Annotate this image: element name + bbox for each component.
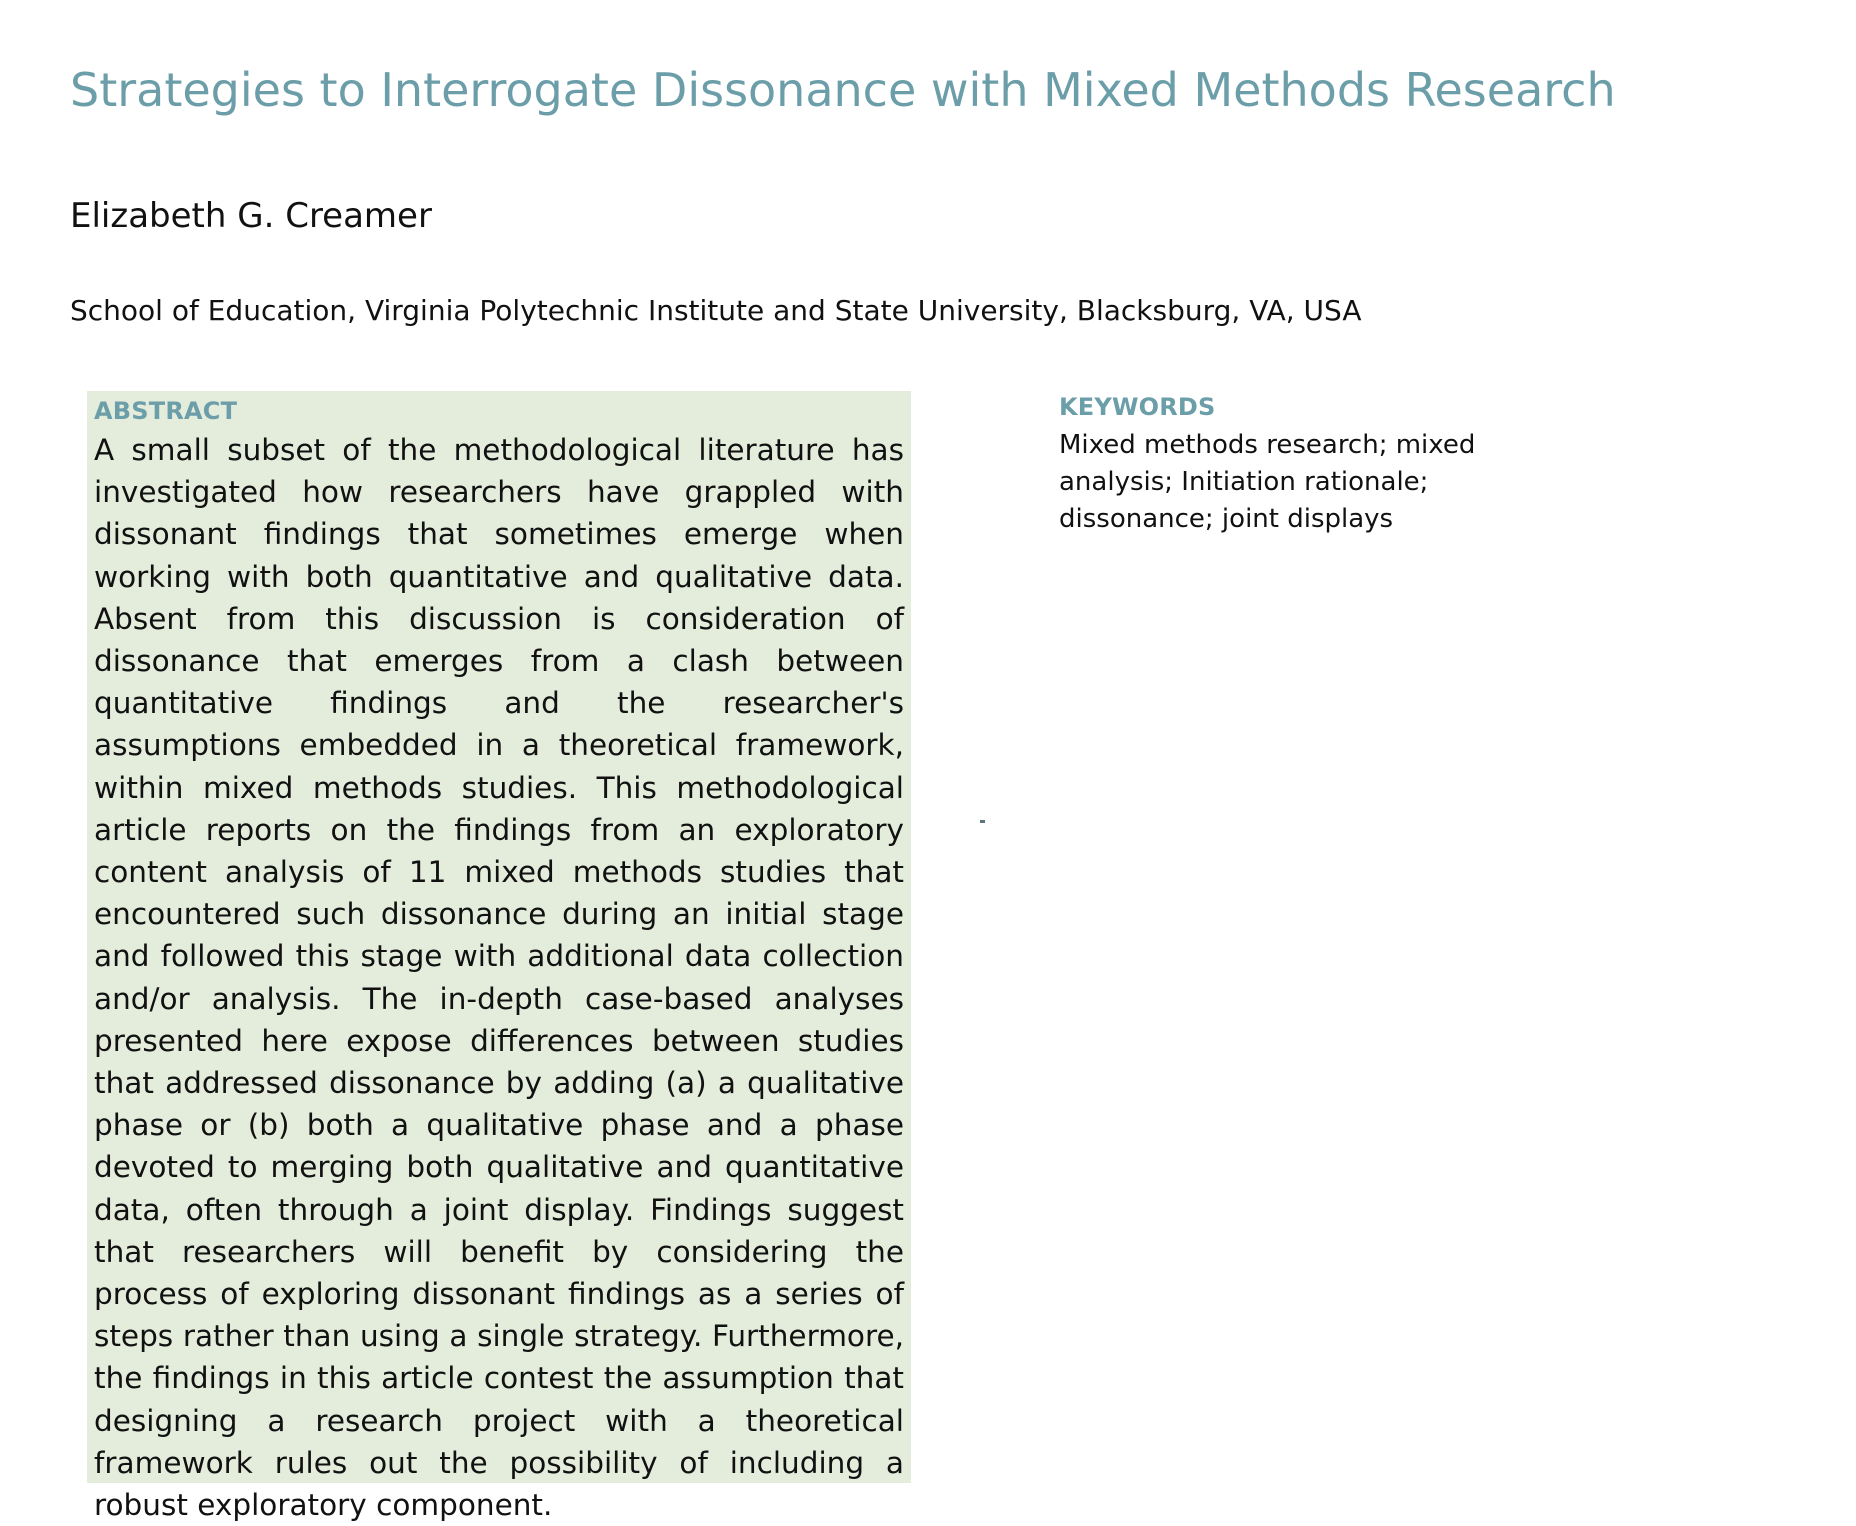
keywords-heading: KEYWORDS [1059,393,1216,421]
abstract-heading: ABSTRACT [94,397,238,425]
abstract-text: A small subset of the methodological literature has investigated how researchers have grappled with dissonant findings that sometimes emerge when working with both quantitative and qualitative data. Absent from this discussion is consideration of dissonance that emerges from a clash between quantitative findings and the researcher's assumptions embedded in a theoretical framework, within mixed methods studies. This methodological article reports on the findings from an exploratory content analysis of 11 mixed methods studies that encountered such dissonance during an initial stage and followed this stage with additional data collection and/or analysis. The in-depth case-based analyses presented here expose differences between studies that addressed dissonance by adding (a) a qualitative phase or (b) both a qualitative phase and a phase devoted to merging both qualitative and quantitative data, often through a joint display. Findings suggest that researchers will benefit by considering the process of exploring dissonant findings as a series of steps rather than using a single strategy. Furthermore, the findings in this article contest the assumption that designing a research project with a theoretical framework rules out the possibility of including a robust exploratory component. [94,433,904,1523]
article-title: Strategies to Interrogate Dissonance with Mixed Methods Research [70,63,1616,117]
author-affiliation: School of Education, Virginia Polytechnic Institute and State University, Blacksburg, VA, USA [70,294,1362,327]
author-name: Elizabeth G. Creamer [70,196,432,236]
keywords-section [1059,391,1499,538]
stray-mark [980,820,985,823]
abstract-box [87,391,911,1523]
keywords-text: Mixed methods research; mixed analysis; Initiation rationale; dissonance; joint displays [1059,430,1476,534]
